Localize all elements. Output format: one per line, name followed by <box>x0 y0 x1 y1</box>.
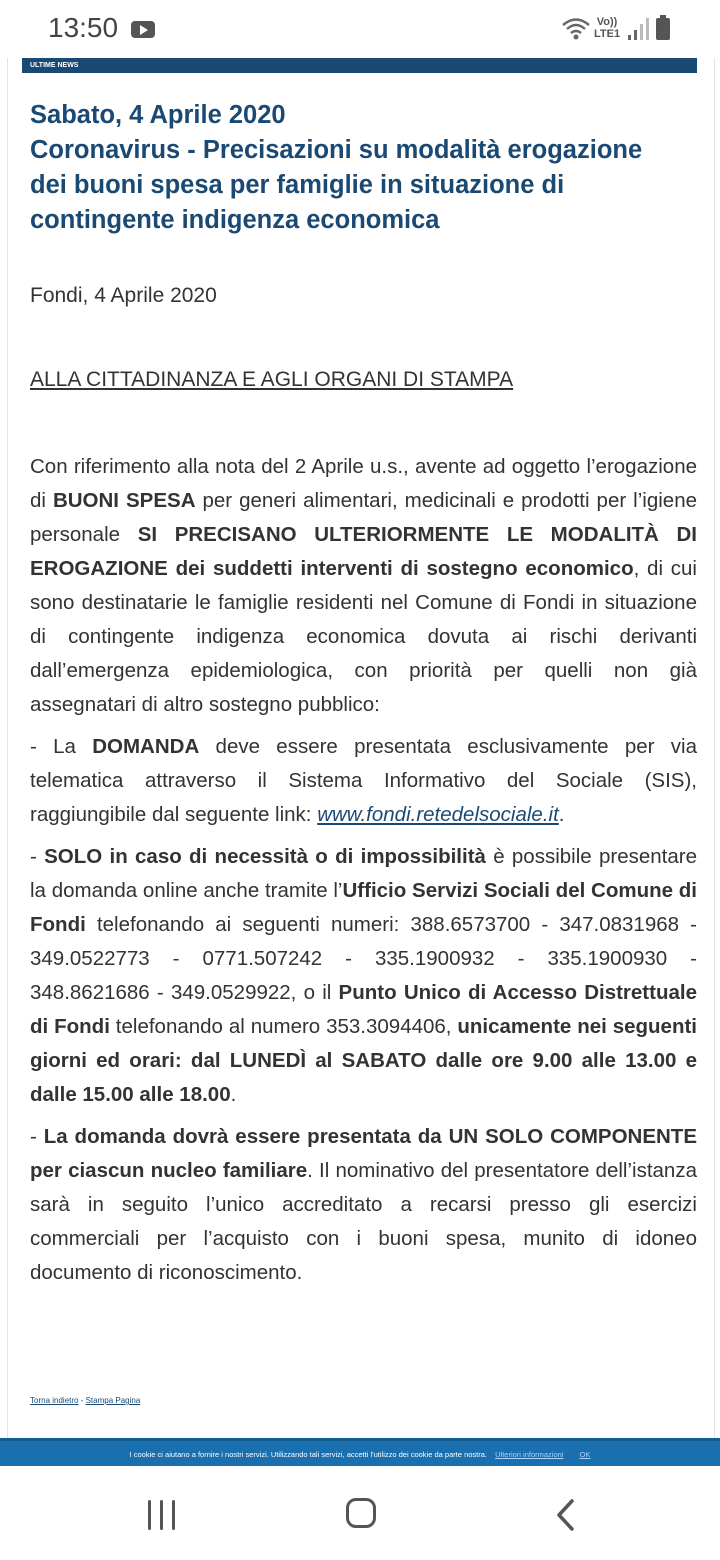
lte-label: LTE1 <box>594 28 621 40</box>
place-date: Fondi, 4 Aprile 2020 <box>30 284 217 307</box>
status-bar <box>0 0 720 58</box>
cookie-ok-button[interactable]: OK <box>579 1450 591 1459</box>
bold-text: Punto Unico di Accesso Distrettuale di Fondi <box>30 981 697 1038</box>
cookie-more-info-link[interactable]: Ulteriori informazioni <box>495 1450 564 1459</box>
text: deve essere presentata esclusivamente per via telematica attraverso il Sistema Informativo del Sociale (SIS), raggiungibile dal seguente link: <box>30 735 697 826</box>
bold-text: Ufficio Servizi Sociali del Comune di Fondi <box>30 879 698 936</box>
recipients-heading: ALLA CITTADINANZA E AGLI ORGANI DI STAMPA <box>30 368 514 391</box>
article-body <box>30 450 697 1298</box>
bold-text: SI PRECISANO ULTERIORMENTE LE MODALITÀ DI EROGAZIONE dei suddetti interventi di sostegno economico <box>30 523 697 580</box>
paragraph-1 <box>30 450 697 722</box>
paragraph-2 <box>30 730 697 832</box>
title-line-1: Coronavirus - Precisazioni su modalità erogazione <box>30 136 643 164</box>
article-title <box>30 98 690 238</box>
link-separator: - <box>78 1396 86 1405</box>
section-label: ULTIME NEWS <box>22 58 697 73</box>
text: è possibile presentare la domanda online anche tramite l’ <box>30 845 697 902</box>
paragraph-3 <box>30 840 697 1112</box>
status-time: 13:50 <box>48 12 119 43</box>
text: telefonando ai seguenti numeri: 388.6573700 - 347.0831968 - 349.0522773 - 0771.507242 - 335.1900932 - 335.1900930 - 348.8621686 - 349.0529922, o il <box>30 913 697 1004</box>
volte-label: Vo)) <box>596 16 618 28</box>
recents-button[interactable] <box>146 1500 178 1530</box>
paragraph-4 <box>30 1120 697 1290</box>
bold-text: DOMANDA <box>92 735 200 758</box>
text: . Il nominativo del presentatore dell’istanza sarà in seguito l’unico accreditato a recarsi presso gli esercizi commerciali per l’acquisto con i buoni spesa, munito di idoneo documento di riconoscimento. <box>30 1159 697 1284</box>
text: , di cui sono destinatarie le famiglie residenti nel Comune di Fondi in situazione di contingente indigenza economica dovuta ai rischi derivanti dall’emergenza epidemiologica, con priorità per quelli non già assegnatari di altro sostegno pubblico: <box>30 557 697 716</box>
bold-text: BUONI SPESA <box>52 489 196 512</box>
text: - <box>30 845 45 868</box>
footer-links <box>30 1396 140 1405</box>
bold-text: SOLO in caso di necessità o di impossibilità <box>44 845 486 868</box>
cookie-bar <box>0 1438 720 1469</box>
back-link[interactable]: Torna indietro <box>30 1396 79 1405</box>
text: . <box>558 803 565 826</box>
sis-link[interactable]: www.fondi.retedelsociale.it <box>317 803 559 826</box>
text: per generi alimentari, medicinali e prodotti per l’igiene personale <box>30 489 697 546</box>
signal-icon <box>628 17 650 41</box>
title-date: Sabato, 4 Aprile 2020 <box>30 101 286 129</box>
bold-text: unicamente nei seguenti giorni ed orari: dal LUNEDÌ al SABATO dalle ore 9.00 alle 13.00 e dalle 15.00 alle 18.00 <box>30 1015 698 1106</box>
text: Con riferimento alla nota del 2 Aprile u.s., avente ad oggetto l’erogazione di <box>30 455 697 512</box>
youtube-icon <box>131 21 155 38</box>
home-button[interactable] <box>346 1498 376 1528</box>
bold-text: La domanda dovrà essere presentata da UN SOLO COMPONENTE per ciascun nucleo familiare <box>30 1125 697 1182</box>
print-page-link[interactable]: Stampa Pagina <box>85 1396 141 1405</box>
text: telefonando al numero 353.3094406, <box>109 1015 458 1038</box>
back-button[interactable] <box>555 1498 575 1532</box>
title-line-2: dei buoni spesa per famiglie in situazione di <box>30 171 565 199</box>
network-indicator <box>594 16 620 40</box>
battery-icon <box>656 18 670 40</box>
navigation-bar <box>0 1466 720 1560</box>
cookie-message: I cookie ci aiutano a fornire i nostri servizi. Utilizzando tali servizi, accetti l'utilizzo dei cookie da parte nostra. <box>129 1450 488 1459</box>
text: - <box>30 1125 44 1148</box>
text: . <box>230 1083 237 1106</box>
title-line-3: contingente indigenza economica <box>30 206 440 234</box>
wifi-icon <box>561 16 591 42</box>
text: - La <box>30 735 93 758</box>
